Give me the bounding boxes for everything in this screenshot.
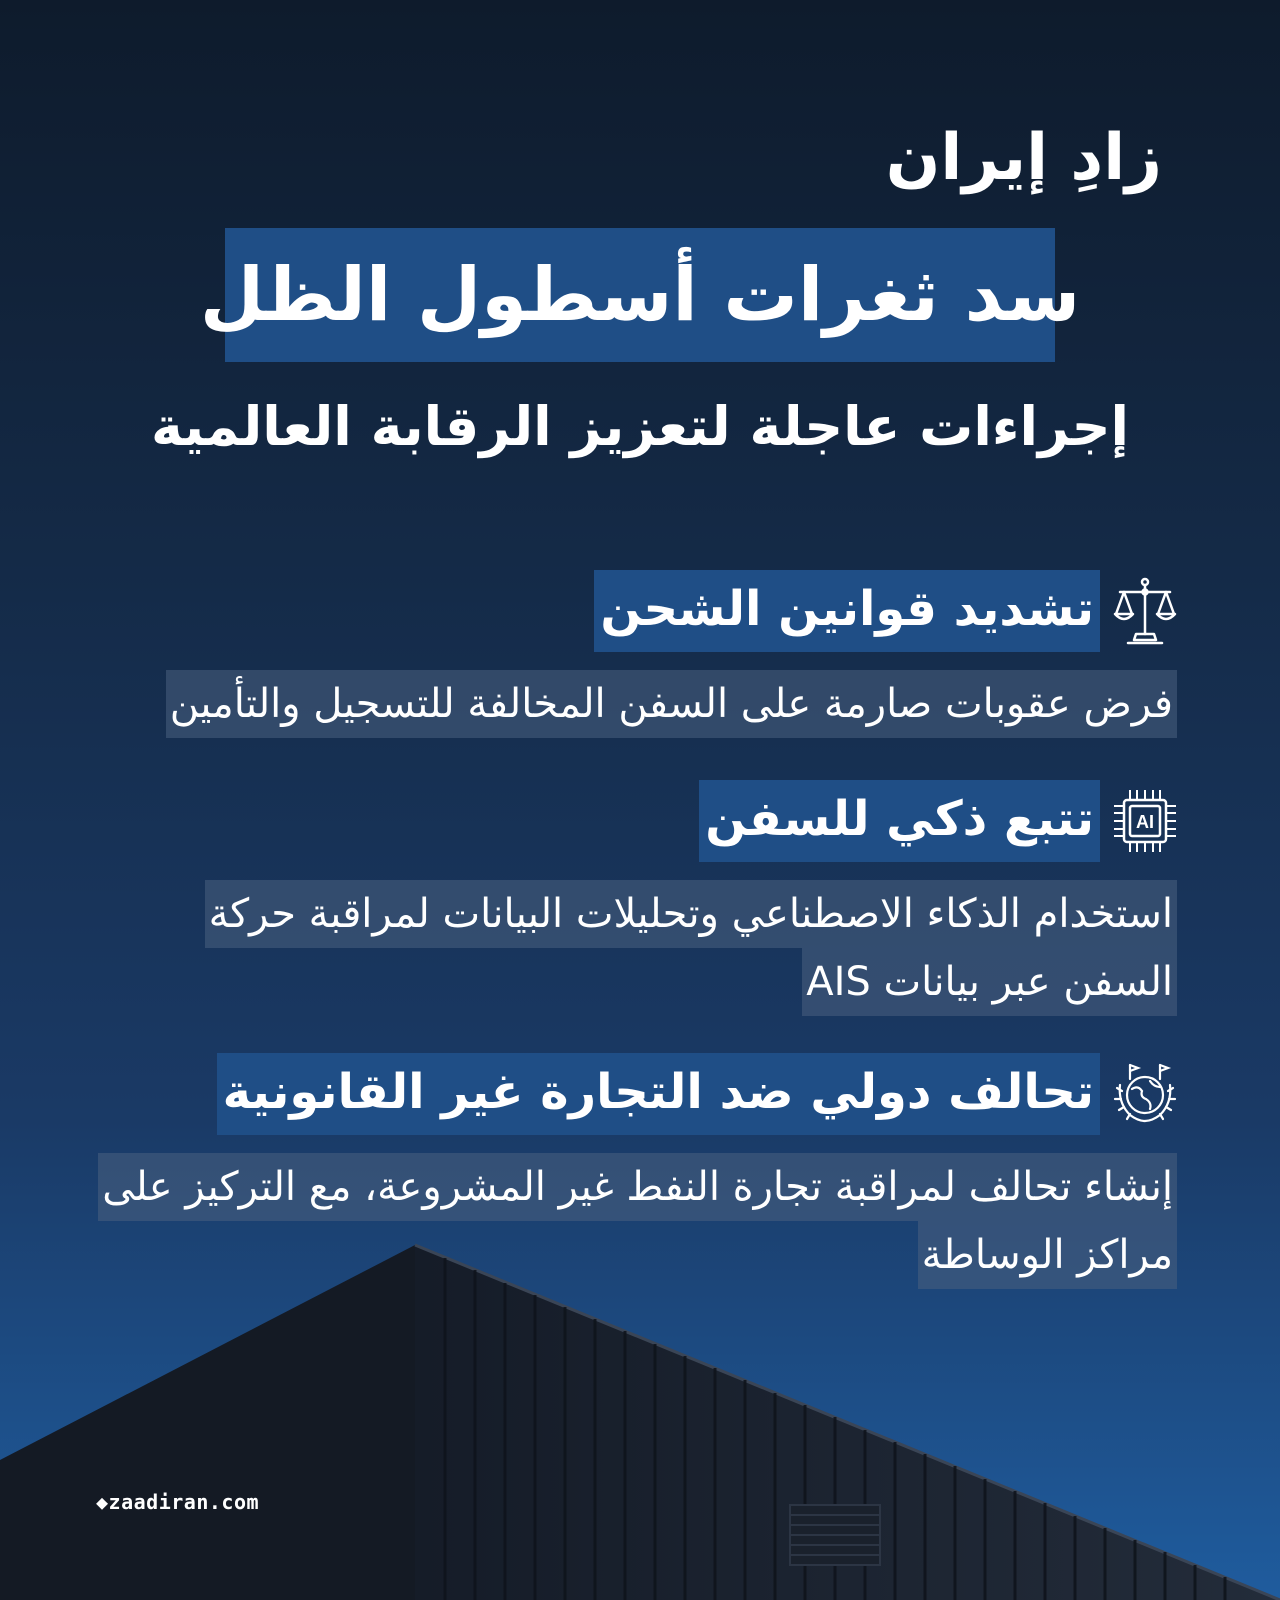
globe-alliance-icon xyxy=(1110,1059,1180,1129)
section-2-line-2: السفن عبر بيانات AIS xyxy=(802,948,1177,1016)
section-2-line-1: استخدام الذكاء الاصطناعي وتحليلات البيانات لمراقبة حركة xyxy=(205,880,1177,948)
section-3-line-2: مراكز الوساطة xyxy=(918,1221,1177,1289)
ai-chip-label: AI xyxy=(1136,812,1154,832)
section-3-header xyxy=(217,1053,1180,1135)
headline: سد ثغرات أسطول الظل xyxy=(199,252,1081,338)
section-2-body xyxy=(205,880,1177,1016)
ai-chip-icon xyxy=(1110,786,1180,856)
scales-of-justice-icon xyxy=(1110,576,1180,646)
section-1-header xyxy=(594,570,1180,652)
section-3-title: تحالف دولي ضد التجارة غير القانونية xyxy=(217,1053,1100,1135)
section-1-title: تشديد قوانين الشحن xyxy=(594,570,1100,652)
section-3-line-1: إنشاء تحالف لمراقبة تجارة النفط غير المشروعة، مع التركيز على xyxy=(98,1153,1177,1221)
section-2-header xyxy=(699,780,1180,862)
headline-box xyxy=(199,228,1081,362)
website-link[interactable]: ◆zaadiran.com xyxy=(96,1490,260,1514)
section-1-line-1: فرض عقوبات صارمة على السفن المخالفة للتسجيل والتأمين xyxy=(166,670,1177,738)
section-2-title: تتبع ذكي للسفن xyxy=(699,780,1100,862)
subheadline: إجراءات عاجلة لتعزيز الرقابة العالمية xyxy=(150,395,1130,458)
brand-logo: زادِ إيران xyxy=(885,121,1162,195)
section-1-body xyxy=(166,670,1177,738)
section-3-body xyxy=(98,1153,1177,1289)
